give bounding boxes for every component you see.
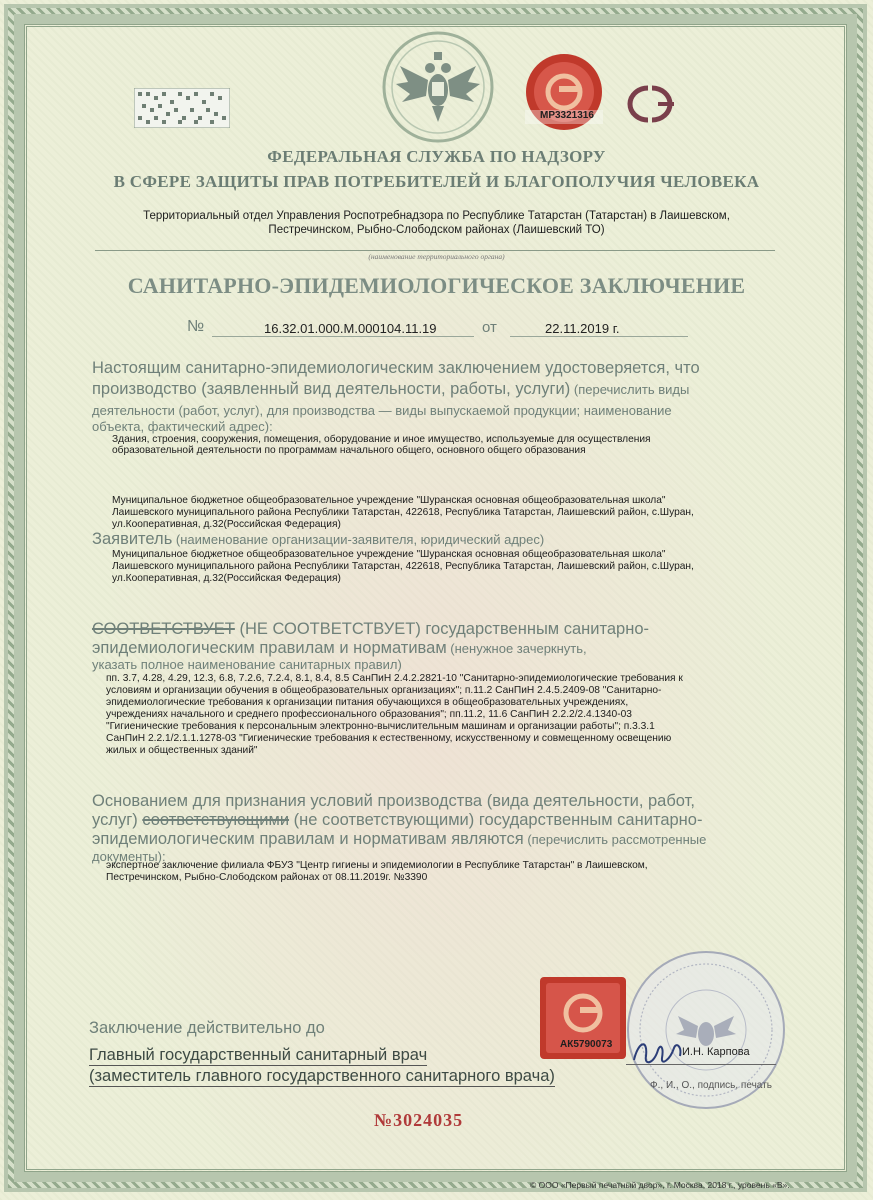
basis-line2-struck: соответствующими [142,811,290,829]
date-underline [510,336,688,337]
rules-line-2: условиям и организации обучения в общеобразовательных организациях"; п.11.2 СанПиН 2.4.5.2409-08 "Санитарно- [106,685,662,696]
hologram-sticker-top [519,52,609,134]
basis-line3-big: эпидемиологическим правилам и нормативам являются [92,830,524,848]
handwritten-signature [628,1030,688,1074]
basis-line4: документы): [92,849,166,864]
basis-line1: Основанием для признания условий производства (вида деятельности, работ, [92,792,695,810]
signatory-title-line2: (заместитель главного государственного санитарного врача) [89,1067,555,1085]
territorial-office-line1: Территориальный отдел Управления Роспотребнадзора по Республике Татарстан (Татарстан) в Лаишевском, [143,210,730,222]
signature-line [626,1064,776,1065]
svg-text:СЭ: СЭ [612,80,614,81]
section1-lead-line3: деятельности (работ, услуг), для производства — виды выпускаемой продукции; наименование [92,403,672,418]
rules-line-3: эпидемиологические требования к организации питания обучающихся в общеобразовательных учреждениях, [106,697,629,708]
rules-line-5: "Гигиенические требования к персональным электронно-вычислительным машинам и организации работы"; п.3.3.1 [106,721,655,732]
applicant-line3: ул.Кооперативная, д.32(Российская Федерация) [112,573,341,584]
signatory-name: И.Н. Карпова [682,1046,750,1058]
document-title: САНИТАРНО-ЭПИДЕМИОЛОГИЧЕСКОЕ ЗАКЛЮЧЕНИЕ [127,273,746,298]
basis-line2-post: (не соответствующими) государственным санитарно- [289,811,703,829]
qr-code-image [134,88,230,128]
compliance-line2-small: (ненужное зачеркнуть, [446,641,587,656]
applicant-label [92,530,544,549]
compliance-line2-big: эпидемиологическим правилам и нормативам [92,639,447,657]
basis-line2 [92,811,702,830]
basis-document-line1: экспертное заключение филиала ФБУЗ "Центр гигиены и эпидемиологии в Республике Татарстан" в Лаишевском, [106,860,648,871]
compliance-line3: указать полное наименование санитарных правил) [92,657,402,672]
object-line3: ул.Кооперативная, д.32(Российская Федерация) [112,519,341,530]
date-from-label: от [482,319,497,336]
hologram-bottom-code: АК5790073 [560,1039,613,1050]
compliance-line2 [92,639,587,658]
compliance-line1 [92,620,649,639]
applicant-label-small: (наименование организации-заявителя, юридический адрес) [172,532,545,547]
activity-line1: Здания, строения, сооружения, помещения, оборудование и иное имущество, используемые для осуществления [112,434,651,445]
territorial-caption: (наименование территориального органа) [368,252,505,261]
printer-footer: © ООО «Первый печатный двор», г. Москва, 2018 г., уровень «В». [530,1180,790,1190]
rules-line-4: учреждениях начального и среднего профессионального образования"; пп.11.2, 11.6 СанПиН 2.2.2/2.4.1340-03 [106,709,632,720]
applicant-line1: Муниципальное бюджетное общеобразовательное учреждение "Шуранская основная общеобразовательная школа" [112,549,666,560]
signatory-title-line1: Главный государственный санитарный врач [89,1046,428,1064]
rules-line-6: СанПиН 2.2.1/2.1.1.1278-03 "Гигиенические требования к естественному, искусственному и совмещенному освещению [106,733,672,744]
applicant-label-big: Заявитель [92,530,173,548]
object-line2: Лаишевского муниципального района Республики Татарстан, 422618, Республика Татарстан, Лаишевский район, с.Шуран, [112,507,694,518]
basis-line3 [92,830,706,849]
validity-label: Заключение действительно до [89,1019,325,1037]
compliance-line1-rest: (НЕ СООТВЕТСТВУЕТ) государственным санитарно- [234,620,650,638]
section1-lead-line2-big: производство (заявленный вид деятельности, работы, услуги) [92,380,571,398]
rules-line-7: жилых и общественных зданий" [106,745,258,756]
basis-line3-small: (перечислить рассмотренные [523,832,707,847]
se-logo-icon [612,80,690,128]
section1-lead-line4: объекта, фактический адрес): [92,419,273,434]
document-number: 16.32.01.000.М.000104.11.19 [264,321,437,336]
coat-of-arms-emblem [378,30,498,144]
signature-caption: Ф., И., О., подпись, печать [650,1080,772,1091]
document-date: 22.11.2019 г. [545,321,620,336]
agency-name-line1: ФЕДЕРАЛЬНАЯ СЛУЖБА ПО НАДЗОРУ [267,147,606,166]
hologram-top-code: МР3321316 [540,110,594,121]
number-underline [212,336,474,337]
number-label: № [187,318,205,335]
basis-document-line2: Пестречинском, Рыбно-Слободском районах от 08.11.2019г. №3390 [106,872,428,883]
rules-line-1: пп. 3.7, 4.28, 4.29, 12.3, 6.8, 7.2.6, 7.2.4, 8.1, 8.4, 8.5 СанПиН 2.4.2.2821-10 "Санитарно-эпидемиологические требования к [106,673,683,684]
section1-lead-line1: Настоящим санитарно-эпидемиологическим заключением удостоверяется, что [92,359,700,377]
activity-line2: образовательной деятельности по программам начального общего, основного общего образования [112,445,586,456]
basis-line2-pre: услуг) [92,811,143,829]
divider-line [95,250,775,251]
compliance-struck-word: СООТВЕТСТВУЕТ [92,620,235,638]
applicant-line2: Лаишевского муниципального района Республики Татарстан, 422618, Республика Татарстан, Лаишевский район, с.Шуран, [112,561,694,572]
object-line1: Муниципальное бюджетное общеобразовательное учреждение "Шуранская основная общеобразовательная школа" [112,495,666,506]
territorial-office-line2: Пестречинском, Рыбно-Слободском районах (Лаишевский ТО) [268,224,605,236]
section1-lead-line2-small: (перечислить виды [570,382,690,397]
form-number: №3024035 [374,1110,464,1130]
agency-name-line2: В СФЕРЕ ЗАЩИТЫ ПРАВ ПОТРЕБИТЕЛЕЙ И БЛАГОПОЛУЧИЯ ЧЕЛОВЕКА [113,172,760,191]
section1-lead-line2 [92,380,689,399]
